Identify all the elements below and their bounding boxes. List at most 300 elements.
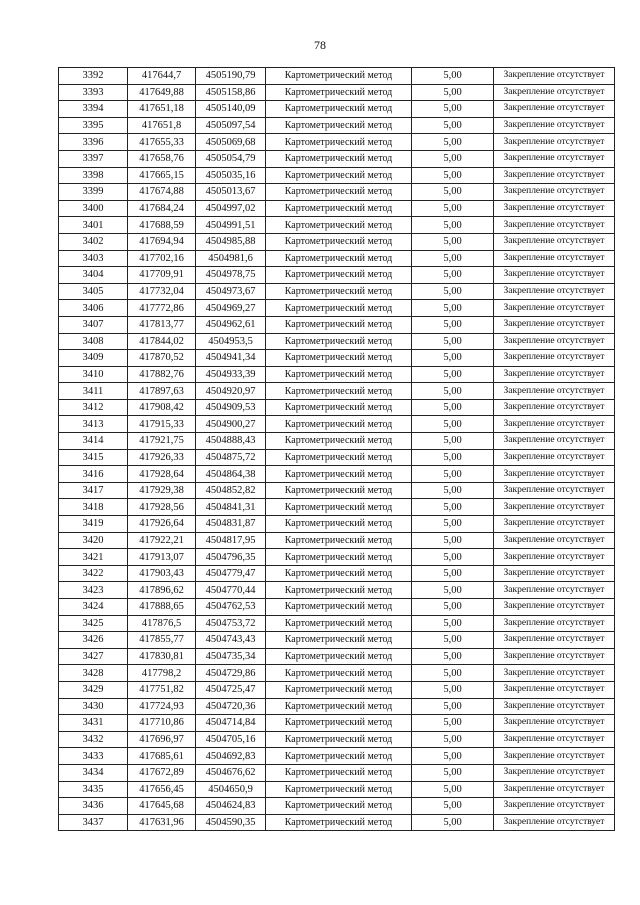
y-coordinate-cell: 4504920,97 xyxy=(196,383,266,400)
fixation-cell: Закрепление отсутствует xyxy=(494,814,615,831)
accuracy-cell: 5,00 xyxy=(412,350,494,367)
fixation-cell: Закрепление отсутствует xyxy=(494,117,615,134)
method-cell: Картометрический метод xyxy=(266,101,412,118)
method-cell: Картометрический метод xyxy=(266,184,412,201)
fixation-cell: Закрепление отсутствует xyxy=(494,250,615,267)
fixation-cell: Закрепление отсутствует xyxy=(494,416,615,433)
fixation-cell: Закрепление отсутствует xyxy=(494,532,615,549)
method-cell: Картометрический метод xyxy=(266,283,412,300)
table-row xyxy=(59,134,615,151)
y-coordinate-cell: 4504743,43 xyxy=(196,632,266,649)
fixation-cell: Закрепление отсутствует xyxy=(494,399,615,416)
y-coordinate-cell: 4504762,53 xyxy=(196,599,266,616)
point-number-cell: 3410 xyxy=(59,366,128,383)
table-row xyxy=(59,267,615,284)
fixation-cell: Закрепление отсутствует xyxy=(494,549,615,566)
y-coordinate-cell: 4504770,44 xyxy=(196,582,266,599)
x-coordinate-cell: 417922,21 xyxy=(128,532,196,549)
table-row xyxy=(59,449,615,466)
x-coordinate-cell: 417798,2 xyxy=(128,665,196,682)
method-cell: Картометрический метод xyxy=(266,632,412,649)
accuracy-cell: 5,00 xyxy=(412,632,494,649)
fixation-cell: Закрепление отсутствует xyxy=(494,184,615,201)
point-number-cell: 3420 xyxy=(59,532,128,549)
accuracy-cell: 5,00 xyxy=(412,565,494,582)
method-cell: Картометрический метод xyxy=(266,117,412,134)
point-number-cell: 3404 xyxy=(59,267,128,284)
x-coordinate-cell: 417830,81 xyxy=(128,648,196,665)
point-number-cell: 3405 xyxy=(59,283,128,300)
method-cell: Картометрический метод xyxy=(266,781,412,798)
accuracy-cell: 5,00 xyxy=(412,748,494,765)
point-number-cell: 3394 xyxy=(59,101,128,118)
table-row xyxy=(59,748,615,765)
x-coordinate-cell: 417656,45 xyxy=(128,781,196,798)
x-coordinate-cell: 417710,86 xyxy=(128,715,196,732)
x-coordinate-cell: 417929,38 xyxy=(128,482,196,499)
method-cell: Картометрический метод xyxy=(266,665,412,682)
x-coordinate-cell: 417684,24 xyxy=(128,200,196,217)
method-cell: Картометрический метод xyxy=(266,466,412,483)
table-row xyxy=(59,466,615,483)
method-cell: Картометрический метод xyxy=(266,233,412,250)
fixation-cell: Закрепление отсутствует xyxy=(494,764,615,781)
y-coordinate-cell: 4504978,75 xyxy=(196,267,266,284)
table-row xyxy=(59,68,615,85)
point-number-cell: 3434 xyxy=(59,764,128,781)
point-number-cell: 3432 xyxy=(59,731,128,748)
point-number-cell: 3412 xyxy=(59,399,128,416)
method-cell: Картометрический метод xyxy=(266,599,412,616)
y-coordinate-cell: 4504864,38 xyxy=(196,466,266,483)
x-coordinate-cell: 417870,52 xyxy=(128,350,196,367)
fixation-cell: Закрепление отсутствует xyxy=(494,233,615,250)
table-row xyxy=(59,565,615,582)
point-number-cell: 3393 xyxy=(59,84,128,101)
table-row xyxy=(59,350,615,367)
table-row xyxy=(59,698,615,715)
point-number-cell: 3426 xyxy=(59,632,128,649)
accuracy-cell: 5,00 xyxy=(412,283,494,300)
y-coordinate-cell: 4504962,61 xyxy=(196,316,266,333)
y-coordinate-cell: 4504735,34 xyxy=(196,648,266,665)
method-cell: Картометрический метод xyxy=(266,814,412,831)
accuracy-cell: 5,00 xyxy=(412,764,494,781)
table-row xyxy=(59,333,615,350)
fixation-cell: Закрепление отсутствует xyxy=(494,84,615,101)
fixation-cell: Закрепление отсутствует xyxy=(494,217,615,234)
point-number-cell: 3392 xyxy=(59,68,128,85)
y-coordinate-cell: 4504941,34 xyxy=(196,350,266,367)
method-cell: Картометрический метод xyxy=(266,549,412,566)
fixation-cell: Закрепление отсутствует xyxy=(494,516,615,533)
x-coordinate-cell: 417772,86 xyxy=(128,300,196,317)
x-coordinate-cell: 417651,18 xyxy=(128,101,196,118)
y-coordinate-cell: 4505097,54 xyxy=(196,117,266,134)
x-coordinate-cell: 417903,43 xyxy=(128,565,196,582)
x-coordinate-cell: 417926,64 xyxy=(128,516,196,533)
accuracy-cell: 5,00 xyxy=(412,366,494,383)
method-cell: Картометрический метод xyxy=(266,399,412,416)
x-coordinate-cell: 417897,63 xyxy=(128,383,196,400)
accuracy-cell: 5,00 xyxy=(412,516,494,533)
y-coordinate-cell: 4505035,16 xyxy=(196,167,266,184)
fixation-cell: Закрепление отсутствует xyxy=(494,798,615,815)
table-row xyxy=(59,300,615,317)
x-coordinate-cell: 417855,77 xyxy=(128,632,196,649)
fixation-cell: Закрепление отсутствует xyxy=(494,333,615,350)
fixation-cell: Закрепление отсутствует xyxy=(494,449,615,466)
point-number-cell: 3421 xyxy=(59,549,128,566)
table-row xyxy=(59,200,615,217)
point-number-cell: 3415 xyxy=(59,449,128,466)
method-cell: Картометрический метод xyxy=(266,366,412,383)
table-row xyxy=(59,283,615,300)
fixation-cell: Закрепление отсутствует xyxy=(494,267,615,284)
x-coordinate-cell: 417926,33 xyxy=(128,449,196,466)
x-coordinate-cell: 417928,64 xyxy=(128,466,196,483)
accuracy-cell: 5,00 xyxy=(412,267,494,284)
x-coordinate-cell: 417685,61 xyxy=(128,748,196,765)
method-cell: Картометрический метод xyxy=(266,416,412,433)
method-cell: Картометрический метод xyxy=(266,134,412,151)
accuracy-cell: 5,00 xyxy=(412,383,494,400)
table-row xyxy=(59,731,615,748)
accuracy-cell: 5,00 xyxy=(412,300,494,317)
point-number-cell: 3424 xyxy=(59,599,128,616)
x-coordinate-cell: 417644,7 xyxy=(128,68,196,85)
accuracy-cell: 5,00 xyxy=(412,715,494,732)
x-coordinate-cell: 417631,96 xyxy=(128,814,196,831)
point-number-cell: 3436 xyxy=(59,798,128,815)
y-coordinate-cell: 4505158,86 xyxy=(196,84,266,101)
point-number-cell: 3400 xyxy=(59,200,128,217)
coordinates-table xyxy=(58,67,615,831)
table-row xyxy=(59,316,615,333)
fixation-cell: Закрепление отсутствует xyxy=(494,167,615,184)
point-number-cell: 3407 xyxy=(59,316,128,333)
point-number-cell: 3396 xyxy=(59,134,128,151)
fixation-cell: Закрепление отсутствует xyxy=(494,134,615,151)
fixation-cell: Закрепление отсутствует xyxy=(494,200,615,217)
accuracy-cell: 5,00 xyxy=(412,449,494,466)
accuracy-cell: 5,00 xyxy=(412,416,494,433)
method-cell: Картометрический метод xyxy=(266,516,412,533)
x-coordinate-cell: 417876,5 xyxy=(128,615,196,632)
fixation-cell: Закрепление отсутствует xyxy=(494,681,615,698)
point-number-cell: 3416 xyxy=(59,466,128,483)
point-number-cell: 3397 xyxy=(59,150,128,167)
method-cell: Картометрический метод xyxy=(266,84,412,101)
accuracy-cell: 5,00 xyxy=(412,549,494,566)
x-coordinate-cell: 417694,94 xyxy=(128,233,196,250)
table-row xyxy=(59,681,615,698)
table-row xyxy=(59,582,615,599)
y-coordinate-cell: 4504779,47 xyxy=(196,565,266,582)
y-coordinate-cell: 4504725,47 xyxy=(196,681,266,698)
method-cell: Картометрический метод xyxy=(266,698,412,715)
table-row xyxy=(59,798,615,815)
x-coordinate-cell: 417649,88 xyxy=(128,84,196,101)
method-cell: Картометрический метод xyxy=(266,681,412,698)
table-row xyxy=(59,764,615,781)
table-row xyxy=(59,499,615,516)
y-coordinate-cell: 4504676,62 xyxy=(196,764,266,781)
point-number-cell: 3402 xyxy=(59,233,128,250)
accuracy-cell: 5,00 xyxy=(412,781,494,798)
accuracy-cell: 5,00 xyxy=(412,814,494,831)
fixation-cell: Закрепление отсутствует xyxy=(494,632,615,649)
y-coordinate-cell: 4504969,27 xyxy=(196,300,266,317)
accuracy-cell: 5,00 xyxy=(412,482,494,499)
x-coordinate-cell: 417709,91 xyxy=(128,267,196,284)
fixation-cell: Закрепление отсутствует xyxy=(494,698,615,715)
method-cell: Картометрический метод xyxy=(266,68,412,85)
x-coordinate-cell: 417674,88 xyxy=(128,184,196,201)
point-number-cell: 3423 xyxy=(59,582,128,599)
fixation-cell: Закрепление отсутствует xyxy=(494,615,615,632)
x-coordinate-cell: 417672,89 xyxy=(128,764,196,781)
y-coordinate-cell: 4504997,02 xyxy=(196,200,266,217)
x-coordinate-cell: 417696,97 xyxy=(128,731,196,748)
y-coordinate-cell: 4504753,72 xyxy=(196,615,266,632)
accuracy-cell: 5,00 xyxy=(412,731,494,748)
accuracy-cell: 5,00 xyxy=(412,68,494,85)
y-coordinate-cell: 4504831,87 xyxy=(196,516,266,533)
coordinates-table-body xyxy=(59,68,615,831)
fixation-cell: Закрепление отсутствует xyxy=(494,482,615,499)
method-cell: Картометрический метод xyxy=(266,217,412,234)
point-number-cell: 3403 xyxy=(59,250,128,267)
table-row xyxy=(59,233,615,250)
point-number-cell: 3413 xyxy=(59,416,128,433)
accuracy-cell: 5,00 xyxy=(412,648,494,665)
y-coordinate-cell: 4504624,83 xyxy=(196,798,266,815)
table-row xyxy=(59,150,615,167)
table-row xyxy=(59,416,615,433)
y-coordinate-cell: 4505190,79 xyxy=(196,68,266,85)
method-cell: Картометрический метод xyxy=(266,316,412,333)
table-row xyxy=(59,615,615,632)
table-row xyxy=(59,366,615,383)
point-number-cell: 3395 xyxy=(59,117,128,134)
method-cell: Картометрический метод xyxy=(266,582,412,599)
table-row xyxy=(59,549,615,566)
method-cell: Картометрический метод xyxy=(266,150,412,167)
method-cell: Картометрический метод xyxy=(266,350,412,367)
table-row xyxy=(59,250,615,267)
table-row xyxy=(59,433,615,450)
accuracy-cell: 5,00 xyxy=(412,582,494,599)
table-row xyxy=(59,217,615,234)
point-number-cell: 3408 xyxy=(59,333,128,350)
method-cell: Картометрический метод xyxy=(266,482,412,499)
method-cell: Картометрический метод xyxy=(266,798,412,815)
method-cell: Картометрический метод xyxy=(266,715,412,732)
point-number-cell: 3433 xyxy=(59,748,128,765)
method-cell: Картометрический метод xyxy=(266,764,412,781)
fixation-cell: Закрепление отсутствует xyxy=(494,582,615,599)
point-number-cell: 3422 xyxy=(59,565,128,582)
point-number-cell: 3428 xyxy=(59,665,128,682)
method-cell: Картометрический метод xyxy=(266,250,412,267)
point-number-cell: 3429 xyxy=(59,681,128,698)
point-number-cell: 3406 xyxy=(59,300,128,317)
y-coordinate-cell: 4504933,39 xyxy=(196,366,266,383)
x-coordinate-cell: 417732,04 xyxy=(128,283,196,300)
y-coordinate-cell: 4505069,68 xyxy=(196,134,266,151)
accuracy-cell: 5,00 xyxy=(412,466,494,483)
fixation-cell: Закрепление отсутствует xyxy=(494,748,615,765)
accuracy-cell: 5,00 xyxy=(412,101,494,118)
accuracy-cell: 5,00 xyxy=(412,250,494,267)
point-number-cell: 3417 xyxy=(59,482,128,499)
fixation-cell: Закрепление отсутствует xyxy=(494,366,615,383)
x-coordinate-cell: 417751,82 xyxy=(128,681,196,698)
point-number-cell: 3419 xyxy=(59,516,128,533)
accuracy-cell: 5,00 xyxy=(412,84,494,101)
x-coordinate-cell: 417813,77 xyxy=(128,316,196,333)
table-row xyxy=(59,101,615,118)
x-coordinate-cell: 417702,16 xyxy=(128,250,196,267)
accuracy-cell: 5,00 xyxy=(412,499,494,516)
fixation-cell: Закрепление отсутствует xyxy=(494,466,615,483)
fixation-cell: Закрепление отсутствует xyxy=(494,715,615,732)
table-row xyxy=(59,632,615,649)
x-coordinate-cell: 417882,76 xyxy=(128,366,196,383)
fixation-cell: Закрепление отсутствует xyxy=(494,499,615,516)
y-coordinate-cell: 4504991,51 xyxy=(196,217,266,234)
accuracy-cell: 5,00 xyxy=(412,615,494,632)
accuracy-cell: 5,00 xyxy=(412,399,494,416)
accuracy-cell: 5,00 xyxy=(412,134,494,151)
accuracy-cell: 5,00 xyxy=(412,150,494,167)
x-coordinate-cell: 417888,65 xyxy=(128,599,196,616)
page-number: 78 xyxy=(314,38,326,52)
fixation-cell: Закрепление отсутствует xyxy=(494,350,615,367)
accuracy-cell: 5,00 xyxy=(412,532,494,549)
method-cell: Картометрический метод xyxy=(266,200,412,217)
table-row xyxy=(59,482,615,499)
fixation-cell: Закрепление отсутствует xyxy=(494,316,615,333)
point-number-cell: 3435 xyxy=(59,781,128,798)
x-coordinate-cell: 417665,15 xyxy=(128,167,196,184)
fixation-cell: Закрепление отсутствует xyxy=(494,101,615,118)
accuracy-cell: 5,00 xyxy=(412,681,494,698)
point-number-cell: 3411 xyxy=(59,383,128,400)
table-row xyxy=(59,715,615,732)
y-coordinate-cell: 4504796,35 xyxy=(196,549,266,566)
y-coordinate-cell: 4504981,6 xyxy=(196,250,266,267)
fixation-cell: Закрепление отсутствует xyxy=(494,665,615,682)
x-coordinate-cell: 417915,33 xyxy=(128,416,196,433)
x-coordinate-cell: 417688,59 xyxy=(128,217,196,234)
method-cell: Картометрический метод xyxy=(266,648,412,665)
method-cell: Картометрический метод xyxy=(266,532,412,549)
point-number-cell: 3430 xyxy=(59,698,128,715)
accuracy-cell: 5,00 xyxy=(412,217,494,234)
y-coordinate-cell: 4504900,27 xyxy=(196,416,266,433)
method-cell: Картометрический метод xyxy=(266,615,412,632)
fixation-cell: Закрепление отсутствует xyxy=(494,781,615,798)
x-coordinate-cell: 417844,02 xyxy=(128,333,196,350)
fixation-cell: Закрепление отсутствует xyxy=(494,383,615,400)
table-row xyxy=(59,532,615,549)
method-cell: Картометрический метод xyxy=(266,333,412,350)
fixation-cell: Закрепление отсутствует xyxy=(494,433,615,450)
x-coordinate-cell: 417896,62 xyxy=(128,582,196,599)
y-coordinate-cell: 4504650,9 xyxy=(196,781,266,798)
y-coordinate-cell: 4504888,43 xyxy=(196,433,266,450)
y-coordinate-cell: 4505140,09 xyxy=(196,101,266,118)
accuracy-cell: 5,00 xyxy=(412,316,494,333)
point-number-cell: 3414 xyxy=(59,433,128,450)
y-coordinate-cell: 4504817,95 xyxy=(196,532,266,549)
y-coordinate-cell: 4504714,84 xyxy=(196,715,266,732)
accuracy-cell: 5,00 xyxy=(412,333,494,350)
accuracy-cell: 5,00 xyxy=(412,167,494,184)
fixation-cell: Закрепление отсутствует xyxy=(494,300,615,317)
table-row xyxy=(59,117,615,134)
method-cell: Картометрический метод xyxy=(266,731,412,748)
accuracy-cell: 5,00 xyxy=(412,184,494,201)
y-coordinate-cell: 4504852,82 xyxy=(196,482,266,499)
fixation-cell: Закрепление отсутствует xyxy=(494,648,615,665)
fixation-cell: Закрепление отсутствует xyxy=(494,68,615,85)
table-row xyxy=(59,399,615,416)
method-cell: Картометрический метод xyxy=(266,565,412,582)
method-cell: Картометрический метод xyxy=(266,300,412,317)
point-number-cell: 3437 xyxy=(59,814,128,831)
y-coordinate-cell: 4504875,72 xyxy=(196,449,266,466)
accuracy-cell: 5,00 xyxy=(412,433,494,450)
y-coordinate-cell: 4504909,53 xyxy=(196,399,266,416)
x-coordinate-cell: 417651,8 xyxy=(128,117,196,134)
x-coordinate-cell: 417908,42 xyxy=(128,399,196,416)
point-number-cell: 3425 xyxy=(59,615,128,632)
y-coordinate-cell: 4504590,35 xyxy=(196,814,266,831)
method-cell: Картометрический метод xyxy=(266,433,412,450)
y-coordinate-cell: 4505054,79 xyxy=(196,150,266,167)
point-number-cell: 3398 xyxy=(59,167,128,184)
x-coordinate-cell: 417724,93 xyxy=(128,698,196,715)
fixation-cell: Закрепление отсутствует xyxy=(494,283,615,300)
method-cell: Картометрический метод xyxy=(266,499,412,516)
accuracy-cell: 5,00 xyxy=(412,233,494,250)
fixation-cell: Закрепление отсутствует xyxy=(494,599,615,616)
point-number-cell: 3401 xyxy=(59,217,128,234)
point-number-cell: 3418 xyxy=(59,499,128,516)
y-coordinate-cell: 4504953,5 xyxy=(196,333,266,350)
y-coordinate-cell: 4504841,31 xyxy=(196,499,266,516)
point-number-cell: 3427 xyxy=(59,648,128,665)
point-number-cell: 3409 xyxy=(59,350,128,367)
table-row xyxy=(59,167,615,184)
table-row xyxy=(59,648,615,665)
accuracy-cell: 5,00 xyxy=(412,200,494,217)
y-coordinate-cell: 4504985,88 xyxy=(196,233,266,250)
accuracy-cell: 5,00 xyxy=(412,798,494,815)
table-row xyxy=(59,665,615,682)
table-row xyxy=(59,599,615,616)
point-number-cell: 3399 xyxy=(59,184,128,201)
accuracy-cell: 5,00 xyxy=(412,117,494,134)
x-coordinate-cell: 417913,07 xyxy=(128,549,196,566)
table-row xyxy=(59,781,615,798)
y-coordinate-cell: 4504705,16 xyxy=(196,731,266,748)
y-coordinate-cell: 4504720,36 xyxy=(196,698,266,715)
x-coordinate-cell: 417928,56 xyxy=(128,499,196,516)
